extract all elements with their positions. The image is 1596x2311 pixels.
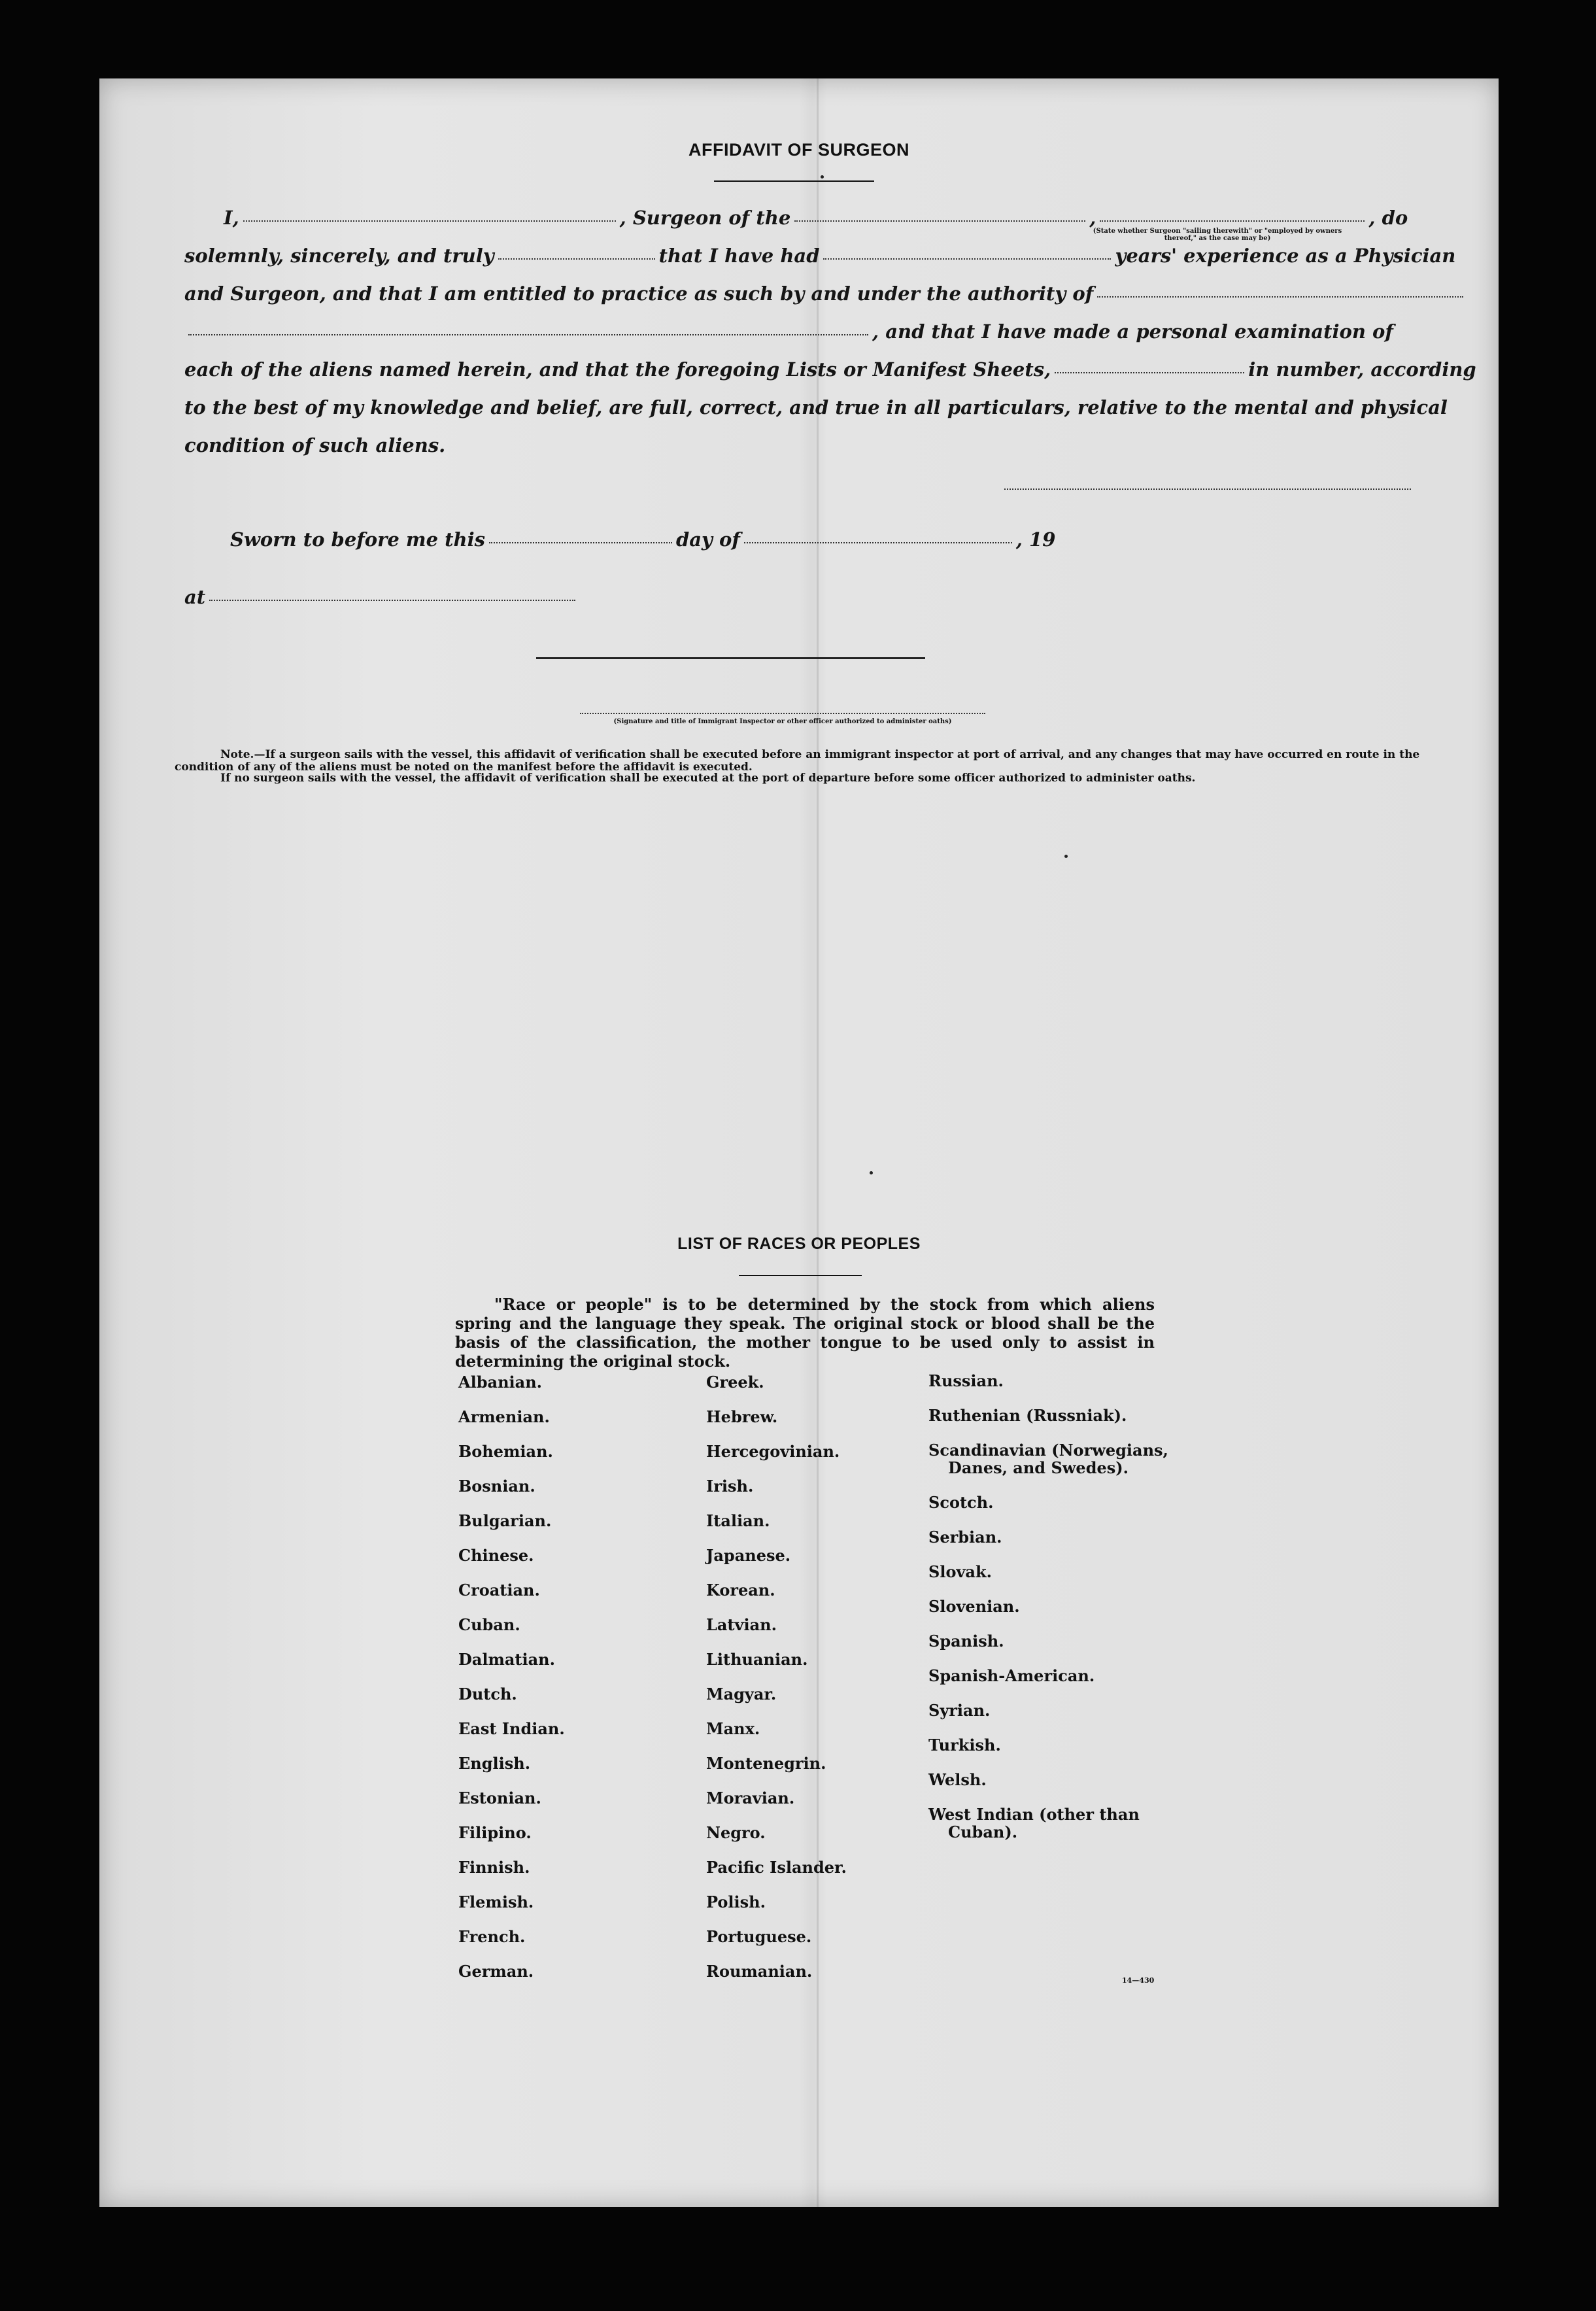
text-year-19: , 19 <box>1015 528 1056 551</box>
state-note: (State whether Surgeon "sailing therewith" or "employed by owners thereof," as the case may be) <box>1093 228 1342 242</box>
affidavit-line-3 <box>184 282 1467 305</box>
race-item: Cuban. <box>458 1615 520 1634</box>
race-item: Hercegovinian. <box>706 1442 840 1461</box>
race-item: Bosnian. <box>458 1477 535 1496</box>
race-item: French. <box>458 1927 526 1946</box>
text-surgeon-of: , Surgeon of the <box>619 207 791 229</box>
text-aliens-named: each of the aliens named herein, and that the foregoing Lists or Manifest Sheets, <box>184 358 1051 381</box>
race-item: German. <box>458 1962 534 1981</box>
race-item: Dalmatian. <box>458 1650 555 1669</box>
text-authority: and Surgeon, and that I am entitled to practice as such by and under the authority of <box>184 282 1094 305</box>
races-intro: "Race or people" is to be determined by the stock from which aliens spring and the language they speak. The original stock or blood shall be the basis of the classification, the mother tongue to be used only to assist in determining the original stock. <box>455 1295 1155 1371</box>
text-day-of: day of <box>675 528 740 551</box>
races-title-rule <box>739 1275 862 1276</box>
race-item: Croatian. <box>458 1581 540 1600</box>
race-item: West Indian (other than <box>928 1805 1140 1824</box>
race-item: Irish. <box>706 1477 754 1496</box>
sheets-count-field[interactable] <box>1055 371 1244 373</box>
affidavit-line-2 <box>184 245 1455 267</box>
race-item: Armenian. <box>458 1407 550 1426</box>
race-item: Greek. <box>706 1373 764 1392</box>
speck <box>870 1171 873 1174</box>
sworn-month-field[interactable] <box>744 541 1012 543</box>
race-item: Montenegrin. <box>706 1754 826 1773</box>
race-item: Pacific Islander. <box>706 1858 847 1877</box>
note-1: Note.—If a surgeon sails with the vessel, this affidavit of verification shall be executed before an immigrant inspector at port of arrival, and any changes that may have occurred en route in the condition of any of the aliens must be noted on the manifest before the affidavit is executed. <box>175 748 1420 774</box>
surgeon-name-field[interactable] <box>243 220 616 222</box>
document-page <box>99 78 1499 2207</box>
title-rule <box>714 180 874 182</box>
signature-caption: (Signature and title of Immigrant Inspector or other officer authorized to administer oaths) <box>613 718 952 725</box>
race-item: Dutch. <box>458 1685 517 1703</box>
race-item: Scandinavian (Norwegians, <box>928 1441 1168 1460</box>
surgeon-signature-line[interactable] <box>1004 488 1411 490</box>
affidavit-line-4 <box>184 320 1393 343</box>
text-i: I, <box>224 207 239 229</box>
surgeon-status-field[interactable] <box>1100 220 1365 222</box>
affidavit-line-5 <box>184 358 1476 381</box>
race-item: Slovak. <box>928 1562 992 1581</box>
race-item: Moravian. <box>706 1789 795 1807</box>
race-item: Portuguese. <box>706 1927 812 1946</box>
race-item: Spanish-American. <box>928 1666 1095 1685</box>
at-line <box>184 586 579 608</box>
affidavit-line-7: condition of such aliens. <box>184 434 446 456</box>
text-at: at <box>184 586 206 608</box>
race-item: Latvian. <box>706 1615 777 1634</box>
race-item: Danes, and Swedes). <box>948 1458 1129 1477</box>
race-item: Ruthenian (Russniak). <box>928 1406 1127 1425</box>
race-item: Lithuanian. <box>706 1650 808 1669</box>
race-item: Chinese. <box>458 1546 534 1565</box>
race-item: Flemish. <box>458 1892 534 1911</box>
race-item: English. <box>458 1754 531 1773</box>
race-item: Scotch. <box>928 1493 994 1512</box>
note-2: If no surgeon sails with the vessel, the affidavit of verification shall be executed at the port of departure before some officer authorized to administer oaths. <box>220 772 1196 785</box>
affirm-field[interactable] <box>498 258 655 260</box>
text-do: , do <box>1368 207 1408 229</box>
speck <box>821 175 824 179</box>
race-item: Korean. <box>706 1581 775 1600</box>
authority-field[interactable] <box>1097 296 1463 298</box>
race-item: Syrian. <box>928 1701 991 1720</box>
text-have-had: that I have had <box>658 245 820 267</box>
race-item: Japanese. <box>706 1546 791 1565</box>
years-field[interactable] <box>823 258 1111 260</box>
sworn-line <box>230 528 1055 551</box>
form-number: 14—430 <box>1122 1976 1155 1985</box>
race-item: Filipino. <box>458 1823 532 1842</box>
affidavit-title: AFFIDAVIT OF SURGEON <box>688 140 909 160</box>
race-item: Slovenian. <box>928 1597 1020 1616</box>
sworn-day-field[interactable] <box>489 541 672 543</box>
race-item: Italian. <box>706 1511 770 1530</box>
officer-signature-line[interactable] <box>580 713 985 714</box>
race-item: Bulgarian. <box>458 1511 552 1530</box>
race-item: Estonian. <box>458 1789 541 1807</box>
race-item: Hebrew. <box>706 1407 778 1426</box>
race-item: Serbian. <box>928 1528 1002 1547</box>
text-examination: , and that I have made a personal examination of <box>872 320 1393 343</box>
race-item: Albanian. <box>458 1373 542 1392</box>
races-title: LIST OF RACES OR PEOPLES <box>677 1235 921 1253</box>
race-item: East Indian. <box>458 1719 565 1738</box>
place-field[interactable] <box>209 599 575 601</box>
race-item: Welsh. <box>928 1770 987 1789</box>
speck <box>1064 855 1068 858</box>
race-item: Manx. <box>706 1719 760 1738</box>
race-item: Spanish. <box>928 1632 1004 1651</box>
race-item: Turkish. <box>928 1736 1001 1755</box>
race-item: Polish. <box>706 1892 766 1911</box>
race-item: Russian. <box>928 1371 1004 1390</box>
race-item: Negro. <box>706 1823 766 1842</box>
race-item: Roumanian. <box>706 1962 813 1981</box>
text-sworn: Sworn to before me this <box>230 528 485 551</box>
race-item: Finnish. <box>458 1858 530 1877</box>
officer-line[interactable] <box>536 657 925 659</box>
text-solemnly: solemnly, sincerely, and truly <box>184 245 494 267</box>
race-item: Bohemian. <box>458 1442 553 1461</box>
text-in-number: in number, according <box>1248 358 1476 381</box>
race-item: Cuban). <box>948 1823 1018 1841</box>
authority-field-cont[interactable] <box>188 334 868 335</box>
text-comma: , <box>1089 207 1096 229</box>
race-item: Magyar. <box>706 1685 777 1703</box>
vessel-name-field[interactable] <box>794 220 1085 222</box>
affidavit-line-6: to the best of my knowledge and belief, are full, correct, and true in all particulars, relative to the mental and physical <box>184 396 1448 419</box>
affidavit-line-1 <box>224 207 1408 229</box>
text-years-experience: years' experience as a Physician <box>1115 245 1456 267</box>
